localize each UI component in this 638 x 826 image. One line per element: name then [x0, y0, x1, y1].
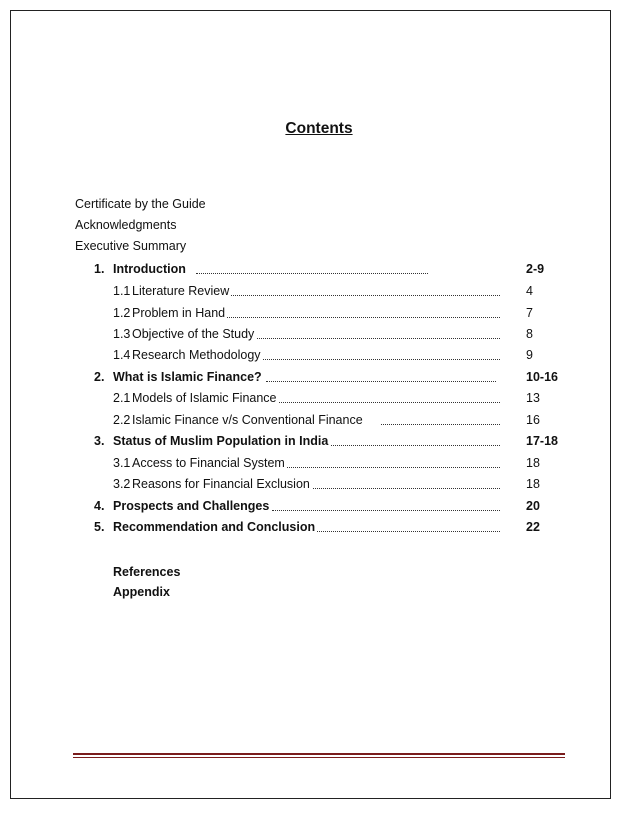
- entry-label: Research Methodology: [132, 348, 261, 362]
- toc-entry-problem-in-hand[interactable]: [113, 306, 564, 322]
- entry-page: 17-18: [526, 434, 558, 448]
- front-matter-executive-summary: Executive Summary: [75, 239, 187, 253]
- entry-number: 4.: [94, 499, 105, 513]
- dot-leader: [253, 338, 500, 339]
- toc-entry-what-is-islamic-finance[interactable]: [94, 370, 564, 386]
- toc-entry-introduction[interactable]: [94, 262, 564, 278]
- dot-leader: [326, 445, 500, 446]
- front-matter-certificate: Certificate by the Guide: [75, 197, 206, 211]
- entry-label: Introduction: [113, 262, 186, 276]
- entry-label: Objective of the Study: [132, 327, 255, 341]
- footer-rule-thin: [73, 757, 565, 758]
- entry-page: 22: [526, 520, 540, 534]
- page-title: Contents: [285, 120, 353, 137]
- dot-leader: [230, 295, 500, 296]
- toc-entry-access-financial-system[interactable]: [113, 456, 564, 472]
- entry-page: 13: [526, 391, 540, 405]
- toc-entry-islamic-vs-conventional[interactable]: [113, 413, 564, 429]
- entry-number: 1.3: [113, 327, 131, 341]
- entry-page: 16: [526, 413, 540, 427]
- appendix-heading[interactable]: Appendix: [113, 585, 170, 599]
- entry-number: 1.1: [113, 284, 131, 298]
- entry-page: 9: [526, 348, 533, 362]
- dot-leader: [261, 359, 500, 360]
- entry-label: Access to Financial System: [132, 456, 285, 470]
- toc-entry-reasons-financial-exclusion[interactable]: [113, 477, 564, 493]
- toc-entry-status-muslim-population[interactable]: [94, 434, 564, 450]
- dot-leader: [196, 273, 428, 274]
- dot-leader: [213, 317, 500, 318]
- entry-number: 5.: [94, 520, 105, 534]
- entry-number: 3.1: [113, 456, 131, 470]
- entry-page: 7: [526, 306, 533, 320]
- entry-label: Models of Islamic Finance: [132, 391, 277, 405]
- entry-page: 10-16: [526, 370, 558, 384]
- toc-entry-prospects-challenges[interactable]: [94, 499, 564, 515]
- dot-leader: [313, 488, 500, 489]
- references-heading[interactable]: References: [113, 565, 181, 579]
- entry-number: 2.1: [113, 391, 131, 405]
- dot-leader: [279, 402, 500, 403]
- dot-leader: [272, 510, 500, 511]
- entry-label: Recommendation and Conclusion: [113, 520, 316, 534]
- entry-page: 20: [526, 499, 540, 513]
- dot-leader: [287, 467, 500, 468]
- entry-label: What is Islamic Finance?: [113, 370, 262, 384]
- toc-entry-research-methodology[interactable]: [113, 348, 564, 364]
- entry-page: 18: [526, 456, 540, 470]
- entry-page: 4: [526, 284, 533, 298]
- entry-number: 3.2: [113, 477, 131, 491]
- entry-number: 3.: [94, 434, 105, 448]
- entry-page: 2-9: [526, 262, 545, 276]
- entry-page: 8: [526, 327, 533, 341]
- entry-number: 1.2: [113, 306, 131, 320]
- entry-page: 18: [526, 477, 540, 491]
- toc-entry-literature-review[interactable]: [113, 284, 564, 300]
- entry-label: Status of Muslim Population in India: [113, 434, 329, 448]
- toc-entry-objective[interactable]: [113, 327, 564, 343]
- entry-label: Literature Review: [132, 284, 230, 298]
- entry-label: Prospects and Challenges: [113, 499, 270, 513]
- dot-leader: [316, 531, 500, 532]
- entry-number: 1.: [94, 262, 105, 276]
- front-matter-acknowledgments: Acknowledgments: [75, 218, 177, 232]
- toc-entry-recommendation-conclusion[interactable]: [94, 520, 564, 536]
- entry-label: Reasons for Financial Exclusion: [132, 477, 310, 491]
- dot-leader: [381, 424, 500, 425]
- entry-label: Islamic Finance v/s Conventional Finance: [132, 413, 363, 427]
- entry-number: 2.2: [113, 413, 131, 427]
- toc-entry-models-islamic-finance[interactable]: [113, 391, 564, 407]
- dot-leader: [266, 381, 496, 382]
- footer-rule-thick: [73, 753, 565, 755]
- entry-number: 2.: [94, 370, 105, 384]
- entry-label: Problem in Hand: [132, 306, 226, 320]
- entry-number: 1.4: [113, 348, 131, 362]
